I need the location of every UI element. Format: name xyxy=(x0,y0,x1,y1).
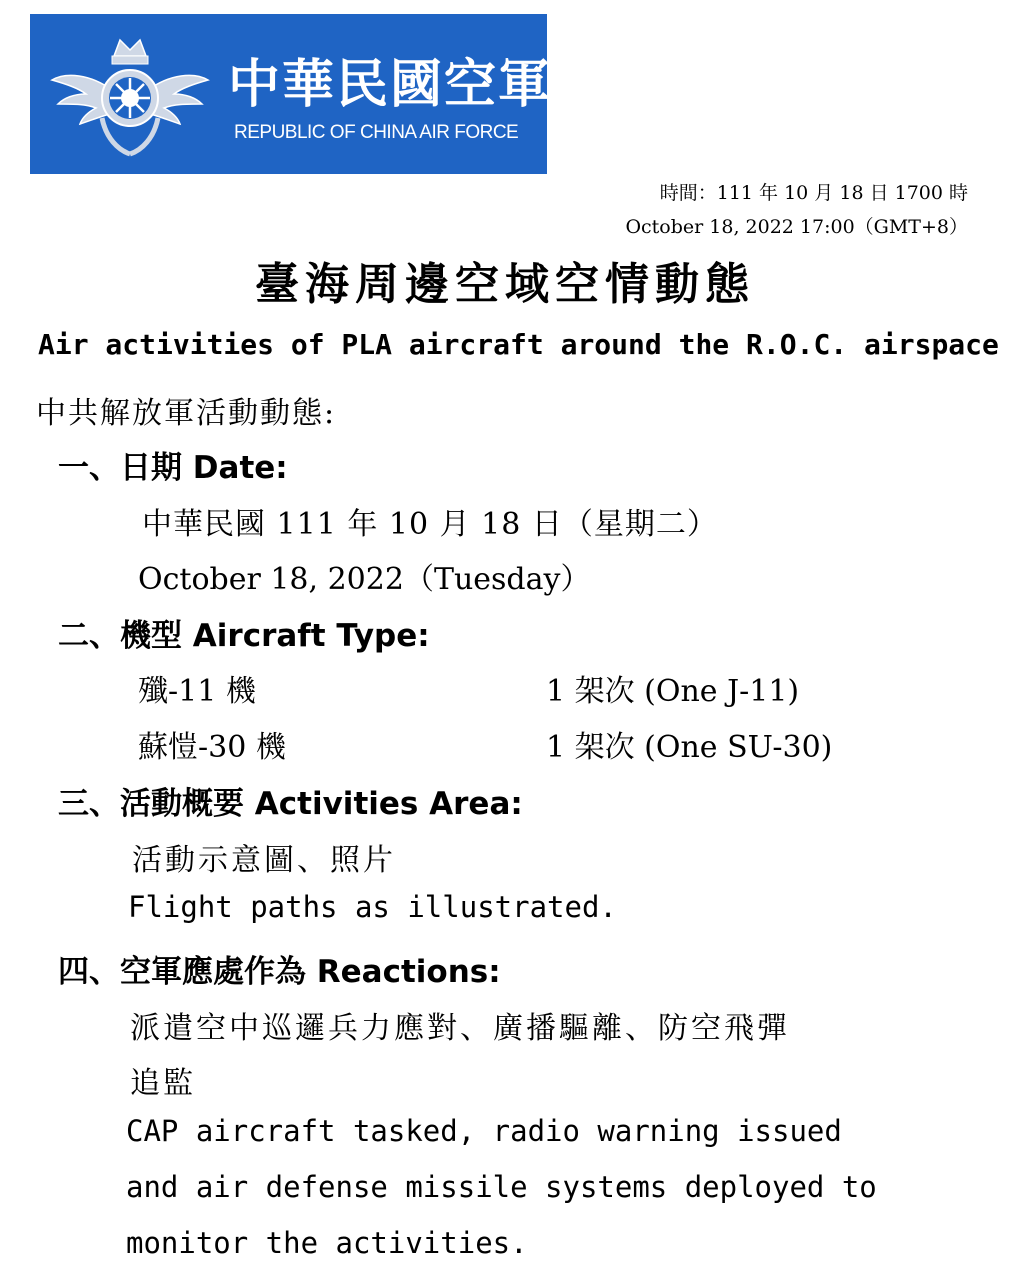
subtitle-en: Air activities of PLA aircraft around the R.O.C. airspace xyxy=(38,328,999,361)
reactions-zh-line-1: 派遣空中巡邏兵力應對、廣播驅離、防空飛彈 xyxy=(130,1011,790,1046)
aircraft-row-1-count: 1 架次 (One J-11) xyxy=(546,674,800,709)
section-activities-heading: 三、活動概要 Activities Area: xyxy=(58,786,523,822)
section-date-heading: 一、日期 Date: xyxy=(58,450,288,486)
logo-english-name: REPUBLIC OF CHINA AIR FORCE xyxy=(234,122,519,143)
date-en: October 18, 2022（Tuesday） xyxy=(138,562,591,597)
reactions-en-line-2: and air defense missile systems deployed to xyxy=(126,1170,877,1204)
aircraft-row-2-count: 1 架次 (One SU-30) xyxy=(546,730,833,765)
intro-zh: 中共解放軍活動動態: xyxy=(36,396,337,431)
reactions-en-line-3: monitor the activities. xyxy=(126,1226,528,1260)
reactions-zh-line-2: 追監 xyxy=(130,1066,196,1101)
section-reactions-heading: 四、空軍應處作為 Reactions: xyxy=(58,954,501,990)
section-aircraft-heading: 二、機型 Aircraft Type: xyxy=(58,618,430,654)
logo-chinese-name: 中華民國空軍 xyxy=(228,55,553,115)
date-zh: 中華民國 111 年 10 月 18 日（星期二） xyxy=(142,507,718,542)
aircraft-row-1-name: 殲-11 機 xyxy=(138,674,256,709)
timestamp-zh: 時間：111 年 10 月 18 日 1700 時 xyxy=(659,182,968,204)
air-force-emblem-icon xyxy=(50,26,210,162)
aircraft-row-2-name: 蘇愷-30 機 xyxy=(138,730,286,765)
reactions-en-line-1: CAP aircraft tasked, radio warning issued xyxy=(126,1114,842,1148)
activities-en: Flight paths as illustrated. xyxy=(128,890,617,924)
page-title: 臺海周邊空域空情動態 xyxy=(255,259,755,310)
activities-zh: 活動示意圖、照片 xyxy=(132,843,396,878)
timestamp-en: October 18, 2022 17:00（GMT+8） xyxy=(625,216,968,238)
air-force-logo-banner xyxy=(30,14,553,174)
